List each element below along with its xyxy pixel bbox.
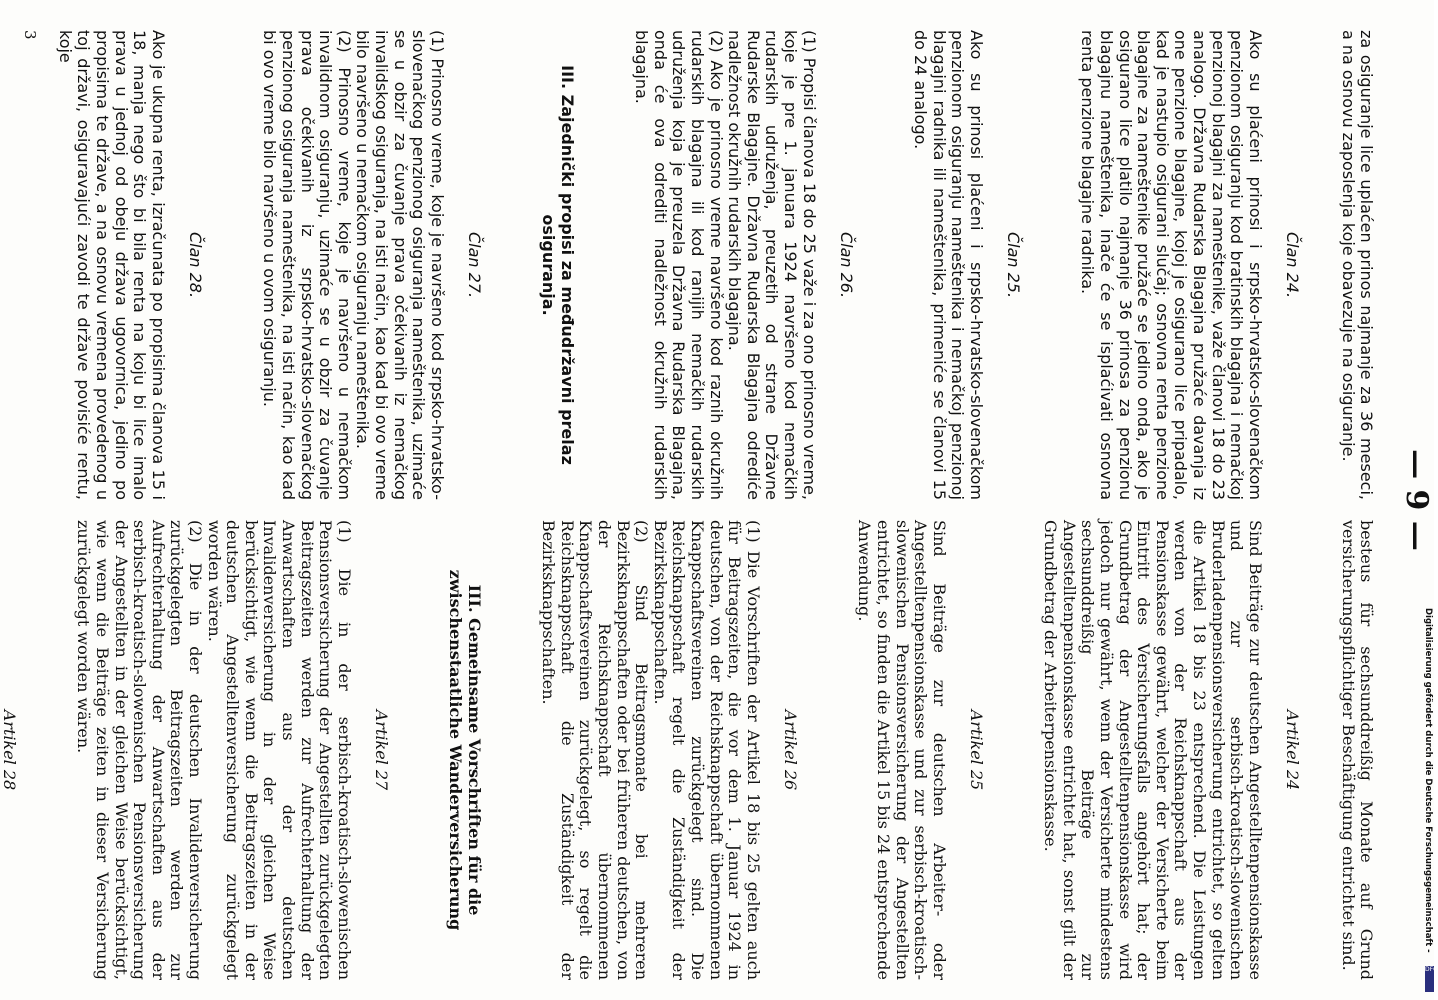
serbian-article-28: [37, 30, 223, 500]
article-text: Ako su prinosi plaćeni i srpsko-hrvatsko-slovenačkom penzionom osiguranju nameštenika i nemačkoj penzionoj blagajni radnika ili nameštenika, primeniće se članovi 15 do 24 analogo.: [911, 30, 986, 500]
section-title: III. Gemeinsame Vorschriften für die zwischenstaatliche Wanderversicherung: [446, 569, 484, 931]
serbian-column: [55, 30, 1394, 500]
german-column: [0, 520, 1394, 980]
article-title: Artikel 25: [966, 709, 986, 791]
german-article-24: [1022, 520, 1320, 980]
german-section-3: [427, 520, 501, 980]
page-number: — 9 —: [1399, 449, 1434, 551]
serbian-section-3: [520, 30, 594, 500]
article-title: Član 25.: [1004, 231, 1024, 299]
dfg-logo: DFG: [1425, 966, 1434, 992]
german-article-27: [55, 520, 408, 980]
digitization-text: Digitalisierung gefördert durch die Deutsche Forschungsgemeinschaft -: [1423, 608, 1433, 953]
article-text: (1) Propisi članova 18 do 25 važe i za ono prinosno vreme, koje je pre 1. januara 1924 navršeno kod nemačkih rudarskih udruženja, preuzetih od strane Državne Rudarske Blagajne. Državna Rudarska Blagajna odrediće nadležnost okružnih rudarskih blagajna. (2) Ako je prinosno vreme navršeno kod raznih okružnih rudarskih blagajna ili kod ranijih nemačkih rudarskih udruženja koja je preuzela Državna Rudarska Blagajna, onda će ova odrediti nadležnost okružnih rudarskih blagajna.: [632, 30, 819, 500]
article-title: Artikel 27: [371, 709, 391, 791]
serbian-article-24: [1059, 30, 1319, 500]
article-title: Član 24.: [1283, 231, 1303, 299]
article-title: Artikel 28: [0, 709, 20, 791]
german-intro: besteus für sechsunddreißig Monate auf Grund versicherungspflichtiger Beschäftigung entrichtet sind.: [1338, 520, 1377, 980]
article-text: Ako je ukupna renta, izračunata po propisima članova 15 i 18, manja nego što bi bila renta na koju bi lice imalo prava u jednoj od obeju država ugovornica, jedino po propisima te države, a na osnovu vremena provedenog u toj državi, osiguravajući zavodi te države povisiće rentu, koje: [55, 30, 168, 500]
serbian-article-27: [241, 30, 501, 500]
german-article-26: [520, 520, 818, 980]
serbian-article-26: [613, 30, 873, 500]
serbian-intro: za osiguranje lice uplaćen prinos najmanje za 36 meseci, a na osnovu zaposlenja koje obavezuje na osiguranje.: [1338, 30, 1377, 500]
digitization-note: [1423, 608, 1433, 994]
german-article-25: [836, 520, 1003, 980]
article-text: Sind Beiträge zur deutschen Arbeiter- oder Angestelltenpensionskasse und zur serbisch-kroatisch-slowenischen Pensionsversicherung der Angestellten entrichtet, so finden die Artikel 15 bis 24 entsprechende Anwendung.: [855, 520, 949, 980]
article-title: Član 26.: [836, 231, 856, 299]
article-text: (1) Prinosno vreme, koje je navršeno kod srpsko-hrvatsko-slovenačkog penzionog osiguranja nameštenika, uzimaće se u obzir za čuvanje prava očekivanih iz nemačkog invalidskog osiguranja, na isti način, kao kad bi ovo vreme bilo navršeno u nemačkom osiguranju nameštenika. (2) Prinosno vreme, koje je navršeno u nemačkom invalidnom osiguranju, uzimaće se u obzir za čuvanje prava očekivanih iz srpsko-hrvatsko-slovenačkog penzionog osiguranja nameštenika, na isti način, kao kad bi ovo vreme bilo navršeno u ovom osiguranju.: [260, 30, 447, 500]
article-title: Član 28.: [186, 231, 205, 299]
section-title: III. Zajednički propisi za međudržavni prelaz osiguranja.: [539, 65, 577, 465]
article-title: Član 27.: [464, 231, 484, 299]
german-article-28: [0, 520, 37, 980]
serbian-article-25: [892, 30, 1041, 500]
article-title: Artikel 26: [781, 709, 800, 791]
article-title: Artikel 24: [1283, 709, 1303, 791]
sheet-number: 3: [21, 30, 39, 40]
article-text: (1) Die Vorschriften der Artikel 18 bis 25 gelten auch für Beitragszeiten, die vor dem 1. Januar 1924 in deutschen, von der Reichsknappschaft übernommenen Knappschaftsvereinen zurückgelegt sind. Die Reichsknappschaft regelt die Zuständigkeit der Bezirksknappschaften. (2) Sind Beitragsmonate bei mehreren Bezirksknappschaften oder bei früheren deutschen, von der Reichsknappschaft übernommenen Knappschaftsvereinen zurückgelegt, so regelt die Reichsknappschaft die Zuständigkeit der Bezirksknappschaften.: [539, 520, 763, 980]
article-text: (1) Die in der serbisch-kroatisch-slowenischen Pensionsversicherung der Angestellten zurückgelegten Beitragszeiten werden zur Aufrechterhaltung der Anwartschaften aus der deutschen Invalidenversicherung in der gleichen Weise berücksichtigt, wie wenn die Beitragszeiten in der deutschen Angestelltenversicherung zurückgelegt worden wären. (2) Die in der deutschen Invalidenversicherung zurückgelegten Beitragszeiten werden zur Aufrechterhaltung der Anwartschaften aus der serbisch-kroatisch-slowenischen Pensionsversicherung der Angestellten in der gleichen Weise berücksichtigt, wie wenn die Beiträge zeiten in dieser Versicherung zurückgelegt worden wären.: [74, 520, 354, 980]
article-text: Ako su plaćeni prinosi i srpsko-hrvatsko-slovenačkom penzionom osiguranju kod bratinskih blagajna i nemačkoj penzionoj blagajni za nameštenike, važe članovi 18 do 23 analogo. Državna Rudarska Blagajna pružaće davanja iz one penzione blagajne, kojoj je osigurano lice pripadalo, kad je nastupio osigurani slučaj; osnovna renta penzione blagajne za nameštenike pružaće se jedino onda, ako je osigurano lice platilo najmanje 36 prinosa za penzionu blagajnu nameštenika, inače će se isplaćivati osnovna renta penzione blagajne radnika.: [1078, 30, 1265, 500]
article-text: Sind Beiträge zur deutschen Angestelltenpensionskasse und zur serbisch-kroatisch-slowenischen Bruderladenpensionsversicherung entrichtet, so gelten die Artikel 18 bis 23 entsprechend. Die Leistungen werden von der Reichsknappschaft aus der Pensionskasse gewährt, welcher der Versicherte beim Eintritt des Versicherungsfalls angehört hat; der Grundbetrag der Angestelltenpensionskasse wird jedoch nur gewährt, wenn der Versicherte mindestens sechsunddreißig Beiträge zur Angestelltenpensionskasse entrichtet hat, sonst gilt der Grundbetrag der Arbeiterpensionskasse.: [1041, 520, 1265, 980]
